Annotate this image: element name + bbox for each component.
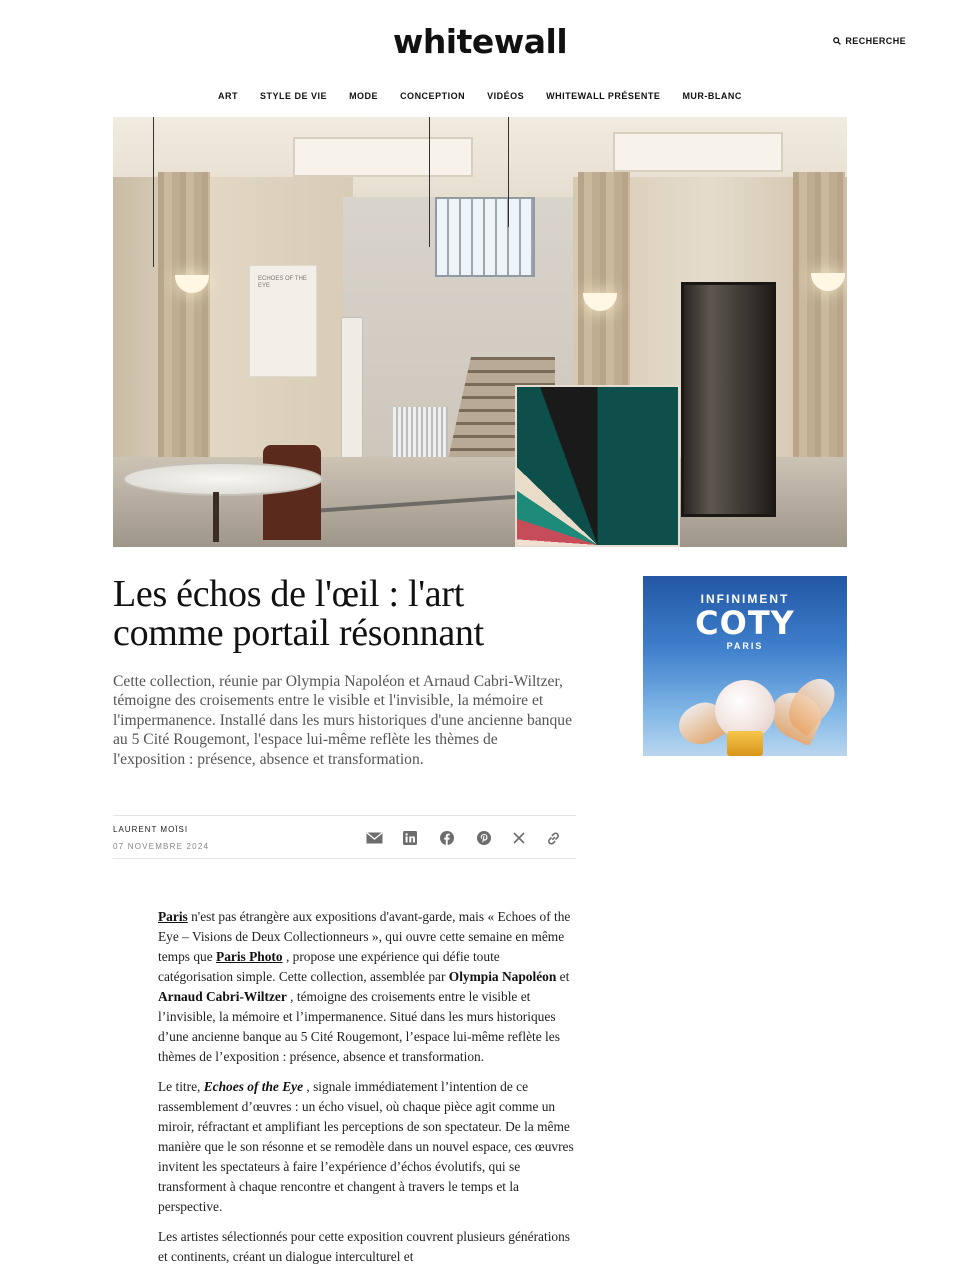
- hero-wire: [429, 117, 430, 247]
- article-body: [158, 907, 574, 1277]
- name-arnaud: Arnaud Cabri-Wiltzer: [158, 989, 287, 1004]
- link-paris-photo[interactable]: Paris Photo: [216, 949, 283, 964]
- search-label: RECHERCHE: [845, 36, 906, 46]
- article-title: Les échos de l'œil : l'art comme portail résonnant: [113, 573, 484, 654]
- link-paris[interactable]: Paris: [158, 909, 188, 924]
- hero-image: [113, 117, 847, 547]
- share-facebook-icon[interactable]: [437, 828, 457, 848]
- ad-brand: COTY: [695, 604, 795, 642]
- nav-item-whitewall-presente[interactable]: WHITEWALL PRÉSENTE: [546, 91, 661, 101]
- ad-line-1: INFINIMENT: [700, 592, 790, 606]
- hero-table-leg: [213, 492, 219, 542]
- text: , signale immédiatement l’intention de ce rassemblement d’œuvres : un écho visuel, où chaque pièce agit comme un miroir, réfractant et amplifiant les perceptions de son spectateur. De la même manière que le son résonne et se remodèle dans un nouvel espace, ces œuvres invitent les spectateurs à faire l’expérience d’échos évolutifs, qui se transforment à chaque rencontre et changent à travers le temps et la perspective.: [158, 1079, 574, 1214]
- text: , témoigne des croisements entre le visible et l’invisible, la mémoire et l’impermanence. Situé dans les murs historiques d’une ancienne banque au 5 Cité Rougemont, l’espace lui-même reflète les thèmes de l’exposition : présence, absence et transformation.: [158, 989, 560, 1064]
- hero-glass-door: [681, 282, 776, 517]
- nav-item-mur-blanc[interactable]: MUR-BLANC: [682, 91, 742, 101]
- search-icon: [833, 37, 841, 45]
- hero-ceiling-panel: [293, 137, 473, 177]
- exhibition-title: Echoes of the Eye: [203, 1079, 304, 1094]
- author-name[interactable]: LAURENT MOÏSI: [113, 825, 189, 834]
- paragraph-3: Les artistes sélectionnés pour cette exposition couvrent plusieurs générations et continents, créant un dialogue interculturel et: [158, 1229, 571, 1264]
- hero-table: [123, 462, 323, 496]
- main-nav: [0, 89, 960, 103]
- nav-item-videos[interactable]: VIDÉOS: [487, 91, 525, 101]
- nav-item-art[interactable]: ART: [218, 91, 239, 101]
- share-linkedin-icon[interactable]: [400, 828, 420, 848]
- ad-line-3: PARIS: [726, 641, 764, 651]
- text: n'est pas étrangère aux expositions d'avant-garde, mais « Echoes of the Eye – Visions de Deux Collectionneurs », qui ouvre cette semaine en même temps que: [158, 909, 571, 964]
- text: et: [556, 969, 570, 984]
- publish-date: 07 NOVEMBRE 2024: [113, 842, 210, 851]
- paragraph-2: [158, 1077, 574, 1217]
- nav-item-conception[interactable]: CONCEPTION: [400, 91, 466, 101]
- text: Le titre,: [158, 1079, 204, 1094]
- share-link-icon[interactable]: [543, 828, 563, 848]
- hero-wire: [508, 117, 509, 227]
- hero-poster: [249, 265, 317, 377]
- coty-advertisement[interactable]: [643, 576, 847, 756]
- name-olympia: Olympia Napoléon: [448, 969, 557, 984]
- site-logo[interactable]: whitewall: [392, 22, 568, 61]
- share-pinterest-icon[interactable]: [474, 828, 494, 848]
- hero-artwork: [515, 385, 680, 547]
- hero-poster-text: ECHOES OF THE EYE: [258, 276, 307, 289]
- search-button[interactable]: [833, 36, 906, 46]
- hero-ceiling-panel: [613, 132, 783, 172]
- ad-perfume-bottle: [727, 731, 763, 756]
- text: , propose une expérience qui défie toute catégorisation simple. Cette collection, assemblée par: [158, 949, 500, 984]
- nav-item-mode[interactable]: MODE: [349, 91, 379, 101]
- byline-bar: [113, 815, 576, 859]
- share-email-icon[interactable]: [364, 828, 384, 848]
- nav-item-style-de-vie[interactable]: STYLE DE VIE: [260, 91, 328, 101]
- hero-wire: [153, 117, 154, 267]
- hero-door: [341, 317, 363, 465]
- paragraph-1: [158, 907, 574, 1067]
- share-x-icon[interactable]: [509, 828, 529, 848]
- article-lede: Cette collection, réunie par Olympia Napoléon et Arnaud Cabri-Wiltzer, témoigne des croisements entre le visible et l'invisible, la mémoire et l'impermanence. Installé dans les murs historiques d'une ancienne banque au 5 Cité Rougemont, l'espace lui-même reflète les thèmes de l'exposition : présence, absence et transformation.: [113, 673, 572, 768]
- hero-window: [435, 197, 535, 277]
